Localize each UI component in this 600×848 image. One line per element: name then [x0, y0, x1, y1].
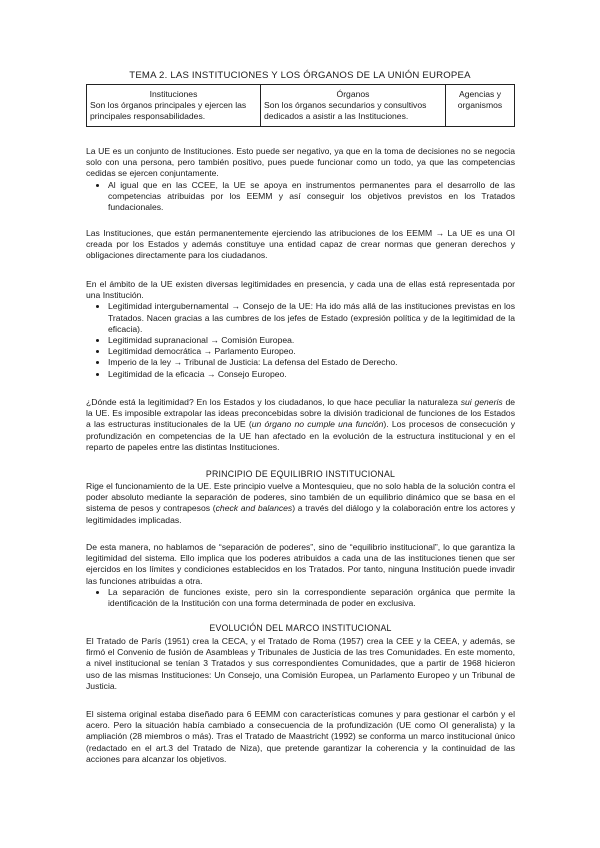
table-head-organos: Órganos — [336, 89, 370, 99]
paragraph — [86, 397, 515, 453]
table-cell-instituciones — [87, 85, 261, 127]
text-run: ¿Dónde está la legitimidad? En los Estados y los ciudadanos, lo que hace peculiar la naturaleza — [86, 397, 461, 407]
table-text-instituciones: Son los órganos principales y ejercen las principales responsabilidades. — [90, 100, 247, 121]
bullet-list — [86, 587, 515, 609]
section-legitimidades — [86, 279, 515, 380]
paragraph: En el ámbito de la UE existen diversas legitimidades en presencia, y cada una de ellas está representada por una Institución. — [86, 279, 515, 301]
paragraph: De esta manera, no hablamos de “separación de poderes”, sino de “equilibrio institucional”, lo que garantiza la legitimidad del sistema. Ello implica que los poderes atribuidos a cada una de las instituciones tienen que ser ejercidos en los límites y condiciones establecidos en los Tratados. Por tanto, ninguna Institución puede invadir las funciones atribuidas a otra. — [86, 542, 515, 586]
emphasis-text: un órgano no cumple una función — [251, 419, 384, 430]
text-run: ). Los procesos de consecución y profundización en competencias de la UE han afectado en la evolución de la estructura institucional y en el reparto de papeles entre las distintas Instituciones. — [86, 419, 516, 452]
list-item: • Legitimidad supranacional → Comisión Europea. — [108, 335, 515, 346]
text-run: de la UE. Es imposible extrapolar las ideas preconcebidas sobre la división tradicional de funciones de los Estados a las estructuras institucionales de la UE ( — [86, 397, 516, 430]
paragraph: La UE es un conjunto de Instituciones. Esto puede ser negativo, ya que en la toma de decisiones no se negocia solo con una persona, pero también positivo, pues puede funcionar como un todo, ya que las competencias cedidas se ejercen conjuntamente. — [86, 146, 515, 179]
page-title: TEMA 2. LAS INSTITUCIONES Y LOS ÓRGANOS DE LA UNIÓN EUROPEA — [129, 70, 471, 81]
paragraph-sistema-original — [86, 709, 515, 765]
section-heading-equilibrio: PRINCIPIO DE EQUILIBRIO INSTITUCIONAL — [205, 469, 396, 479]
paragraph-tratados — [86, 636, 515, 692]
section-intro — [86, 146, 515, 213]
list-item: • Legitimidad democrática → Parlamento Europeo. — [108, 346, 515, 357]
legitimidades-list — [86, 301, 515, 379]
list-item: • Al igual que en las CCEE, la UE se apoya en instrumentos permanentes para el desarrollo de las competencias atribuidas por los EEMM y así conseguir los objetivos previstos en los Tratados fundacionales. — [108, 180, 515, 214]
list-item: • La separación de funciones existe, pero sin la correspondiente separación orgánica que permite la identificación de la Institución con una forma determinada de poder en exclusiva. — [108, 587, 515, 609]
text-run: ) a través del diálogo y la colaboración entre los actores y legitimidades implicadas. — [86, 503, 516, 525]
list-item: • Legitimidad intergubernamental → Consejo de la UE: Ha ido más allá de las instituciones previstas en los Tratados. Nacen gracias a las cumbres de los jefes de Estado (expresión política y de la legitimidad de la eficacia). — [108, 301, 515, 335]
table-cell-agencias — [446, 85, 515, 127]
section-separacion — [86, 542, 515, 609]
paragraph-legitimidad — [86, 397, 515, 453]
paragraph: Las Instituciones, que están permanentemente ejerciendo las atribuciones de los EEMM → La UE es una OI creada por los Estados y además constituye una entidad capaz de crear normas que generan derechos y obligaciones directamente para los ciudadanos. — [86, 228, 515, 261]
list-item: • Legitimidad de la eficacia → Consejo Europeo. — [108, 369, 515, 380]
text-run: Rige el funcionamiento de la UE. Este principio vuelve a Montesquieu, que no solo habla de la solución contra el poder absoluto mediante la separación de poderes, sino también de un equilibrio dinámico que se basa en el sistema de pesos y contrapesos ( — [86, 481, 515, 514]
table-text-agencias: Agencias y organismos — [457, 89, 503, 110]
table-head-instituciones: Instituciones — [149, 89, 198, 99]
paragraph-equilibrio — [86, 481, 515, 526]
section-heading-evolucion: EVOLUCIÓN DEL MARCO INSTITUCIONAL — [209, 623, 392, 633]
bullet-list — [86, 180, 515, 214]
emphasis-text: sui generis — [460, 397, 503, 407]
emphasis-text: check and balances — [215, 503, 293, 514]
table-text-organos: Son los órganos secundarios y consultivos dedicados a asistir a las Instituciones. — [264, 100, 427, 121]
paragraph — [86, 481, 515, 526]
list-item: • Imperio de la ley → Tribunal de Justicia: La defensa del Estado de Derecho. — [108, 357, 515, 368]
paragraph: El sistema original estaba diseñado para 6 EEMM con características comunes y para gestionar el carbón y el acero. Pero la situación había cambiado a consecuencia de la profundización (UE como OI generalista) y la ampliación (28 miembros o más). Tras el Tratado de Maastricht (1992) se conforma un marco institucional único (redactado en el art.3 del Tratado de Niza), que pretende garantizar la coherencia y la continuidad de las acciones para alcanzar los objetivos. — [86, 709, 515, 764]
institutions-table — [86, 84, 515, 127]
paragraph: El Tratado de París (1951) crea la CECA, y el Tratado de Roma (1957) crea la CEE y la CEEA, y además, se firmó el Convenio de fusión de Asambleas y Tribunales de Justicia de las tres Comunidades. En este momento, a nivel institucional se tenían 3 Tratados y sus correspondientes Comunidades, que a partir de 1968 hicieron uso de las mismas Instituciones: Un Consejo, una Comisión Europea, un Parlamento Europeo y un Tribunal de Justicia. — [86, 636, 515, 691]
paragraph-instituciones — [86, 228, 515, 262]
table-cell-organos — [261, 85, 446, 127]
